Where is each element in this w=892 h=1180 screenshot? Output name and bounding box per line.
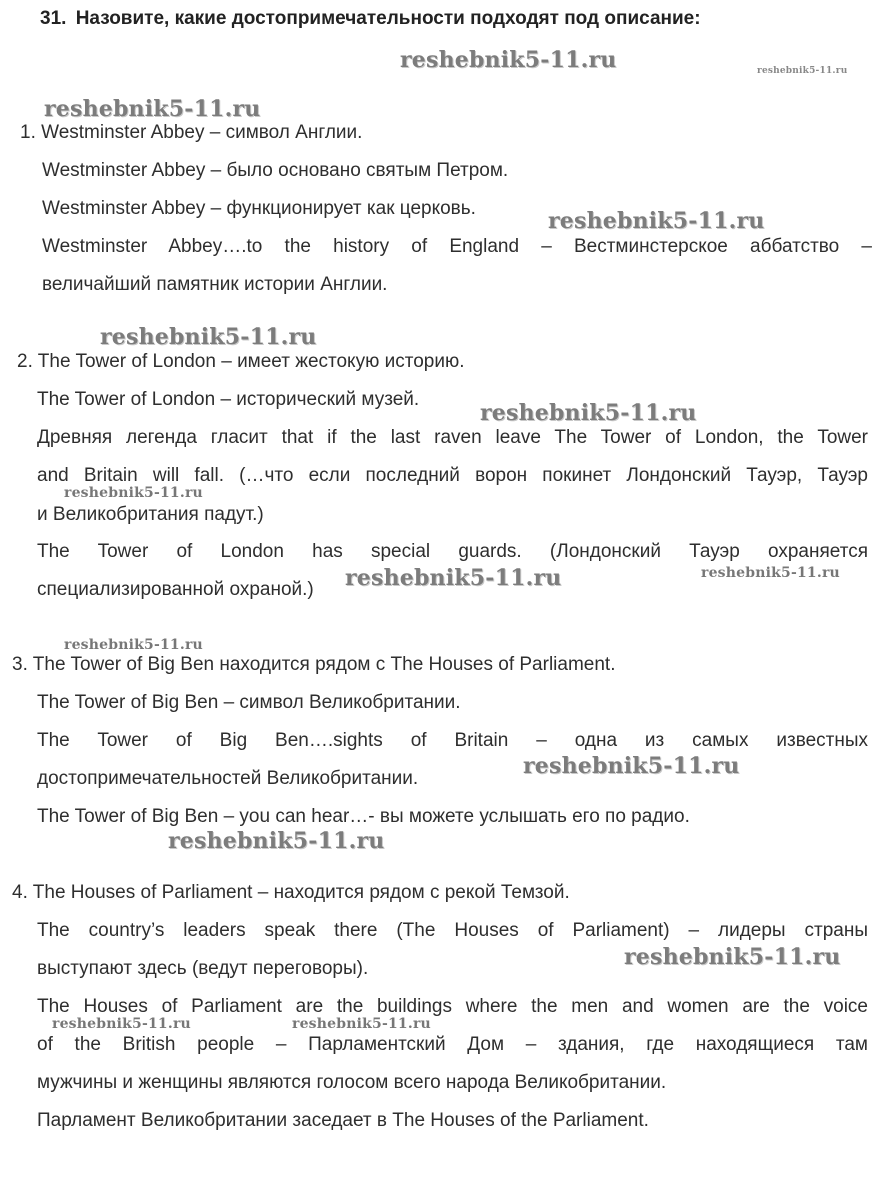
watermark: reshebnik5-11.ru — [757, 66, 848, 76]
watermark: reshebnik5-11.ru — [64, 637, 203, 653]
watermark: reshebnik5-11.ru — [44, 96, 261, 122]
watermark: reshebnik5-11.ru — [52, 1016, 191, 1032]
s2-line2: The Tower of London – исторический музей. — [37, 389, 420, 410]
s2-line4: and Britain will fall. (…что если последний ворон покинет Лондонский Тауэр, Тауэр — [37, 465, 868, 486]
s4-line3: выступают здесь (ведут переговоры). — [37, 958, 369, 979]
s3-line2: The Tower of Big Ben – символ Великобритании. — [37, 692, 461, 713]
s4-line7: Парламент Великобритании заседает в The Houses of the Parliament. — [37, 1110, 649, 1131]
s3-line5: The Tower of Big Ben – you can hear…- вы можете услышать его по радио. — [37, 806, 690, 827]
watermark: reshebnik5-11.ru — [701, 565, 840, 581]
watermark: reshebnik5-11.ru — [345, 565, 562, 591]
s4-line6: мужчины и женщины являются голосом всего народа Великобритании. — [37, 1072, 667, 1093]
s2-line5: и Великобритания падут.) — [37, 504, 264, 525]
s4-line2: The country’s leaders speak there (The Houses of Parliament) – лидеры страны — [37, 920, 868, 941]
s2-line6: The Tower of London has special guards. (Лондонский Тауэр охраняется — [37, 541, 868, 562]
watermark: reshebnik5-11.ru — [64, 485, 203, 501]
s2-line3: Древняя легенда гласит that if the last raven leave The Tower of London, the Tower — [37, 427, 868, 448]
s3-line1: 3. The Tower of Big Ben находится рядом с The Houses of Parliament. — [12, 654, 616, 675]
s2-line7: специализированной охраной.) — [37, 579, 314, 600]
exercise-number: 31. — [40, 8, 67, 29]
s4-line4: The Houses of Parliament are the buildings where the men and women are the voice — [37, 996, 868, 1017]
s4-line5: of the British people – Парламентский Дом – здания, где находящиеся там — [37, 1034, 868, 1055]
watermark: reshebnik5-11.ru — [400, 47, 617, 73]
watermark: reshebnik5-11.ru — [480, 400, 697, 426]
exercise-heading — [40, 8, 880, 30]
s4-line1: 4. The Houses of Parliament – находится рядом с рекой Темзой. — [12, 882, 570, 903]
watermark: reshebnik5-11.ru — [624, 944, 841, 970]
watermark: reshebnik5-11.ru — [548, 208, 765, 234]
s3-line4: достопримечательностей Великобритании. — [37, 768, 419, 789]
watermark: reshebnik5-11.ru — [523, 753, 740, 779]
watermark: reshebnik5-11.ru — [100, 324, 317, 350]
s2-line1: 2. The Tower of London – имеет жестокую историю. — [17, 351, 465, 372]
exercise-title: Назовите, какие достопримечательности подходят под описание: — [75, 8, 701, 29]
s1-line3: Westminster Abbey – функционирует как церковь. — [42, 198, 476, 219]
watermark: reshebnik5-11.ru — [292, 1016, 431, 1032]
s1-line4: Westminster Abbey….to the history of England – Вестминстерское аббатство – — [42, 236, 872, 257]
s1-line1: 1. Westminster Abbey – символ Англии. — [20, 122, 363, 143]
s3-line3: The Tower of Big Ben….sights of Britain – одна из самых известных — [37, 730, 868, 751]
watermark: reshebnik5-11.ru — [168, 828, 385, 854]
s1-line5: величайший памятник истории Англии. — [42, 274, 388, 295]
s1-line2: Westminster Abbey – было основано святым Петром. — [42, 160, 509, 181]
